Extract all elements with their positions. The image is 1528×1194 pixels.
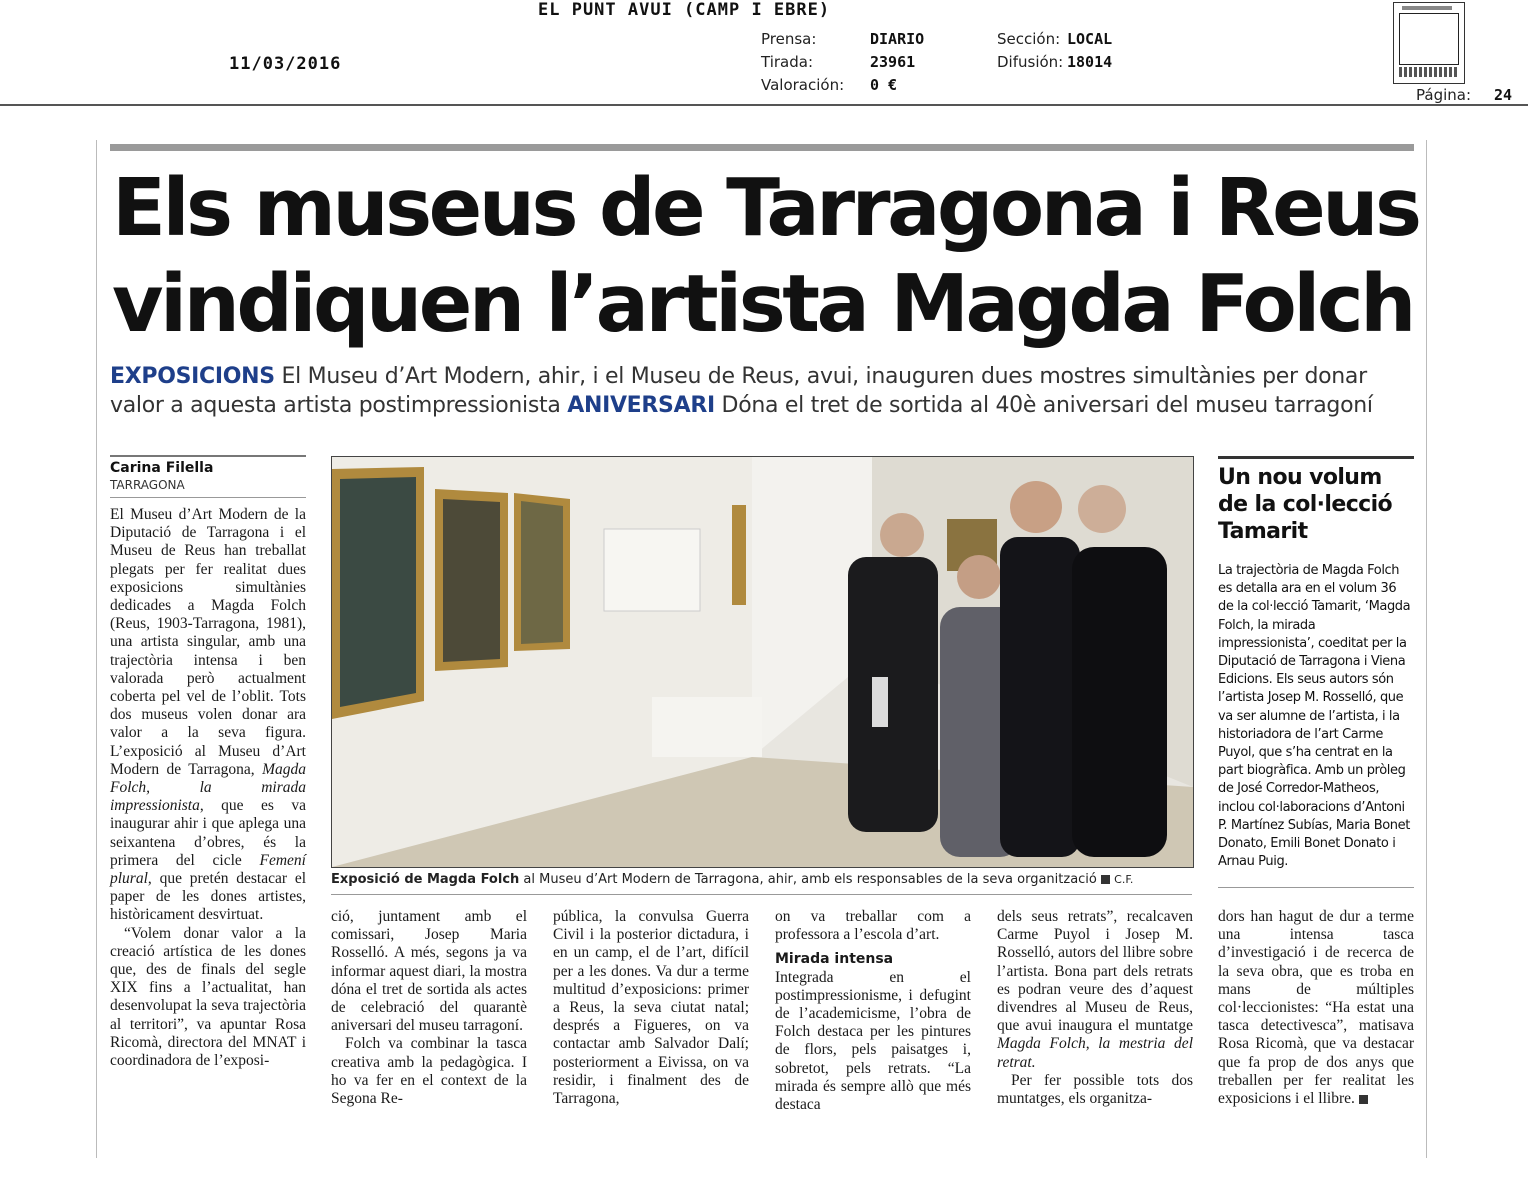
publication-name: EL PUNT AVUI (CAMP I EBRE) xyxy=(538,0,831,20)
byline-rule xyxy=(110,455,306,457)
body-column-3 xyxy=(553,908,749,1108)
caption-end-square-icon xyxy=(1101,875,1110,884)
photo-caption xyxy=(331,872,1201,887)
headline-line-1: Els museus de Tarragona i Reus xyxy=(112,162,1419,254)
paragraph: Per fer possible tots dos muntatges, els organitza- xyxy=(997,1071,1193,1108)
paragraph: on va treballar com a professora a l’escola d’art. xyxy=(775,908,971,944)
body-column-4 xyxy=(775,908,971,1114)
prensa-label: Prensa: xyxy=(761,30,817,48)
subheadline xyxy=(110,362,1420,420)
valoracion-value: 0 € xyxy=(870,76,898,94)
section-heading: Mirada intensa xyxy=(775,951,894,968)
tag-exposicions: EXPOSICIONS xyxy=(110,364,275,389)
paragraph: El Museu d’Art Modern de la Diputació de Tarragona i el Museu de Reus han treballat plegats per fer realitat dues exposicions simultànies dedicades a Magda Folch (Reus, 1903-Tarragona, 1981), una artista singular, amb una trajectòria intensa i ben valorada però actualment coberta pel vel de l’oblit. Tots dos museus volen donar ara valor a la seva figura. L’exposició al Museu d’Art Modern de Tarragona, Magda Folch, la mirada impressionista, que es va inaugurar ahir i que aplega una seixantena d’obres, és la primera del cicle Femení plural, que pretén destacar el paper de les dones artistes, històricament desvirtuat. xyxy=(110,506,306,924)
publication-date: 11/03/2016 xyxy=(229,54,342,74)
page-thumbnail xyxy=(1393,2,1465,84)
paragraph: “Volem donar valor a la creació artística de les dones que, des de finals del segle XIX fins a l’actualitat, han desenvolupat la seva trajectòria al territori”, va apuntar Rosa Ricomà, directora del MNAT i coordinadora de l’exposi- xyxy=(110,924,306,1070)
paragraph: dors han hagut de dur a terme una intensa tasca d’investigació i de recerca de la seva obra, que es troba en mans de múltiples col·leccionistes: “Ha estat una tasca detectivesca”, matisava Rosa Ricomà, que va destacar que fa prop de dos anys que treballen per fer realitat les exposicions i el llibre. xyxy=(1218,908,1414,1108)
end-of-article-square-icon xyxy=(1359,1095,1368,1104)
subheadline-text-1: El Museu d’Art Modern, ahir, i el Museu de Reus, avui, inauguren dues mostres simultànies per donar valor a aquesta artista postimpressionista xyxy=(110,364,1367,418)
paragraph: Folch va combinar la tasca creativa amb la pedagògica. I ho va fer en el context de la Segona Re- xyxy=(331,1035,527,1108)
tirada-label: Tirada: xyxy=(761,53,813,71)
seccion-label: Sección: xyxy=(997,30,1061,48)
byline-rule-bottom xyxy=(110,497,306,498)
pagina-value: 24 xyxy=(1494,86,1513,104)
seccion-value: LOCAL xyxy=(1067,30,1113,48)
paragraph: dels seus retrats”, recalcaven Carme Puyol i Josep M. Rosselló, autors del llibre sobre l’artista. Bona part dels retrats es podran veure des d’aquest divendres al Museu de Reus, que avui inaugura el muntatge Magda Folch, la mestria del retrat. xyxy=(997,908,1193,1071)
prensa-value: DIARIO xyxy=(870,30,925,48)
paragraph: Integrada en el postimpressionisme, i defugint de l’academicisme, l’obra de Folch destaca per les pintures de flors, pels paisatges i, sobretot, pels retrats. “La mirada és sempre allò que més destaca xyxy=(775,968,971,1114)
tirada-value: 23961 xyxy=(870,53,916,71)
sidebar-body: La trajectòria de Magda Folch es detalla ara en el volum 36 de la col·lecció Tamarit, ‘Magda Folch, la mirada impressionista’, coeditat per la Diputació de Tarragona i Viena Edicions. Els seus autors són l’artista Josep M. Rosselló, que va ser alumne de l’artista, i la historiadora de l’art Carme Puyol, que s’ha centrat en la part biogràfica. Amb un pròleg de José Corredor-Matheos, inclou col·laboracions d’Antoni P. Martínez Subías, Maria Bonet Donato, Emili Bonet Donato i Arnau Puig. xyxy=(1218,563,1411,870)
caption-rule xyxy=(331,894,1192,895)
difusion-label: Difusión: xyxy=(997,53,1064,71)
header-divider xyxy=(0,104,1528,106)
pagina-label: Página: xyxy=(1416,86,1472,104)
caption-bold: Exposició de Magda Folch xyxy=(331,872,520,887)
clipping-left-edge xyxy=(96,140,97,1158)
clipping-right-edge xyxy=(1426,140,1427,1158)
body-column-5 xyxy=(997,908,1193,1108)
valoracion-label: Valoración: xyxy=(761,76,845,94)
caption-text: al Museu d’Art Modern de Tarragona, ahir, amb els responsables de la seva organització xyxy=(519,872,1102,887)
photo-credit: C.F. xyxy=(1114,873,1134,886)
headline xyxy=(112,160,1422,352)
body-column-1 xyxy=(110,506,306,1070)
body-column-6 xyxy=(1218,908,1414,1108)
headline-line-2: vindiquen l’artista Magda Folch xyxy=(112,258,1413,350)
article-top-bar xyxy=(110,144,1414,151)
paragraph: pública, la convulsa Guerra Civil i la posterior dictadura, i en un camp, el de l’art, difícil per a les dones. Va dur a terme multitud d’exposicions: primer a Reus, la seva ciutat natal; després a Figueres, on va contactar amb Salvador Dalí; posteriorment a Eivissa, on va residir, i finalment des de Tarragona, xyxy=(553,908,749,1108)
paragraph: ció, juntament amb el comissari, Josep Maria Rosselló. A més, segons ja va informar aquest diari, la mostra dóna el tret de sortida als actes de celebració del quarantè aniversari del museu tarragoní. xyxy=(331,908,527,1035)
sidebar-top-rule xyxy=(1218,456,1414,459)
sidebar-bottom-rule xyxy=(1218,887,1414,888)
body-column-2 xyxy=(331,908,527,1108)
exhibition-photo xyxy=(331,456,1194,868)
sidebar-title: Un nou volum de la col·lecció Tamarit xyxy=(1218,465,1393,544)
tag-aniversari: ANIVERSARI xyxy=(567,393,715,418)
byline-author: Carina Filella xyxy=(110,460,214,476)
subheadline-text-2: Dóna el tret de sortida al 40è aniversari del museu tarragoní xyxy=(714,393,1373,418)
difusion-value: 18014 xyxy=(1067,53,1113,71)
byline-place: TARRAGONA xyxy=(110,478,185,492)
